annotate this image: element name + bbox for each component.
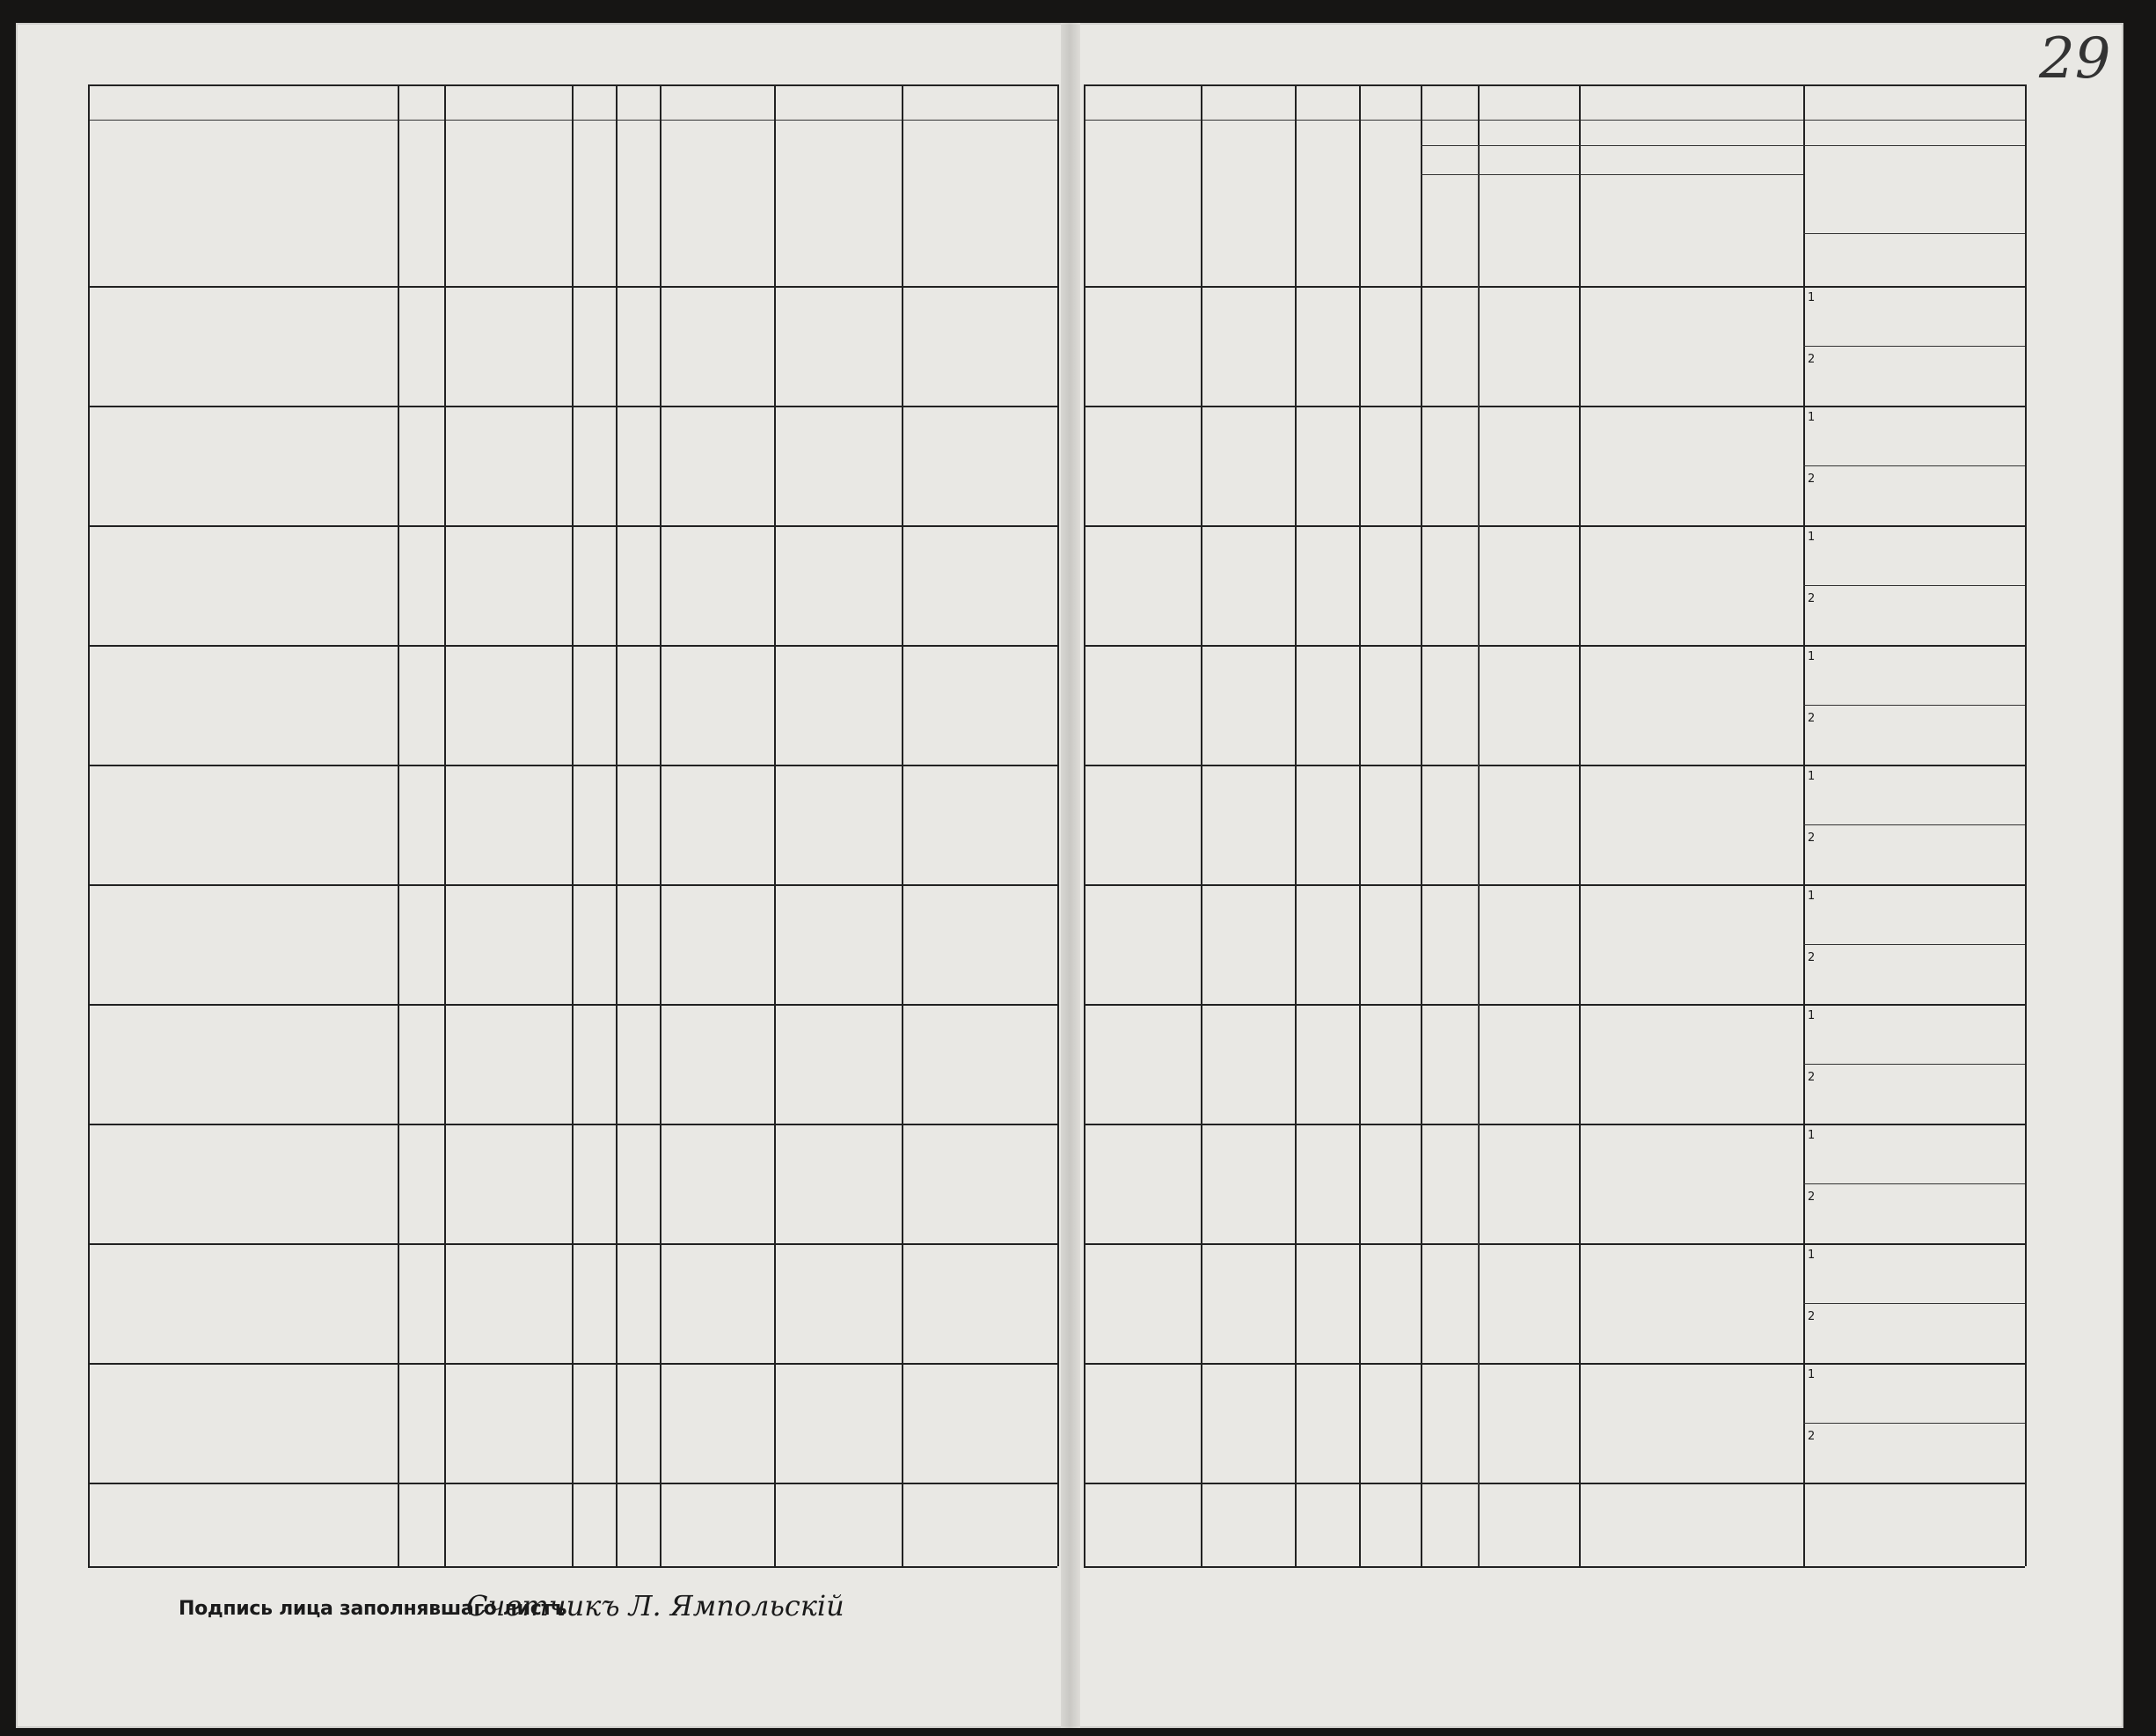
secondary-slot-1: 1 <box>1808 291 1816 304</box>
secondary-slot-1: 1 <box>1808 411 1816 424</box>
secondary-slot-1: 1 <box>1808 650 1816 663</box>
secondary-slot-2: 2 <box>1808 712 1816 725</box>
header-registration <box>902 123 1057 286</box>
secondary-slot-2: 2 <box>1808 1310 1816 1323</box>
header-literacy <box>1421 120 1579 145</box>
literacy-ab-divider <box>1478 145 1479 1566</box>
row-divider-right <box>1084 1363 2025 1365</box>
column-border <box>1803 84 1805 1566</box>
secondary-split <box>1803 1064 2025 1065</box>
secondary-slot-1: 1 <box>1808 531 1816 544</box>
secondary-slot-2: 2 <box>1808 353 1816 366</box>
page-fold <box>1061 23 1080 1728</box>
column-border <box>1579 84 1581 1566</box>
secondary-split <box>1803 585 2025 586</box>
secondary-slot-1: 1 <box>1808 1368 1816 1381</box>
signature-handwritten: Счетчикъ Л. Ямпольскій <box>466 1589 844 1622</box>
column-border <box>902 84 903 1566</box>
secondary-split <box>1803 944 2025 945</box>
table-top-border-right <box>1084 84 2025 86</box>
header-age <box>572 123 616 286</box>
secondary-slot-1: 1 <box>1808 1129 1816 1142</box>
column-border <box>660 84 661 1566</box>
column-border <box>572 84 574 1566</box>
header-marital <box>616 123 660 286</box>
column-border <box>1359 84 1361 1566</box>
table-bottom-border <box>88 1566 1057 1568</box>
header-name <box>88 123 398 286</box>
row-divider-right <box>1084 1004 2025 1006</box>
table-bottom-border-right <box>1084 1566 2025 1568</box>
secondary-slot-1: 1 <box>1808 1249 1816 1262</box>
secondary-slot-1: 1 <box>1808 770 1816 783</box>
column-border <box>616 84 618 1566</box>
header-occupation-a <box>1579 145 1803 174</box>
header-sex <box>398 123 444 286</box>
column-border <box>2025 84 2027 1566</box>
row-divider-right <box>1084 765 2025 766</box>
secondary-split <box>1803 824 2025 825</box>
row-divider-right <box>1084 1483 2025 1484</box>
header-language <box>1359 123 1421 286</box>
header-occupation <box>1579 120 2025 145</box>
header-military-status <box>1803 233 2025 286</box>
header-absence <box>1201 123 1295 286</box>
secondary-slot-2: 2 <box>1808 831 1816 845</box>
secondary-slot-2: 2 <box>1808 1430 1816 1443</box>
secondary-slot-2: 2 <box>1808 592 1816 605</box>
column-border <box>1057 84 1059 1566</box>
column-border <box>88 84 90 1566</box>
column-border <box>1084 84 1085 1566</box>
secondary-slot-1: 1 <box>1808 1009 1816 1022</box>
secondary-split <box>1803 465 2025 466</box>
row-divider-right <box>1084 406 2025 407</box>
secondary-slot-2: 2 <box>1808 1071 1816 1084</box>
header-literacy-b <box>1478 145 1579 174</box>
row-divider-right <box>1084 884 2025 886</box>
header-relation <box>444 123 572 286</box>
header-can-read <box>1421 174 1478 286</box>
column-border <box>444 84 446 1566</box>
secondary-slot-2: 2 <box>1808 951 1816 964</box>
column-border <box>398 84 399 1566</box>
secondary-split <box>1803 1423 2025 1424</box>
header-main-occupation <box>1579 174 1803 286</box>
header-birthplace <box>774 123 902 286</box>
header-literacy-a <box>1421 145 1478 174</box>
row-divider-right <box>1084 525 2025 527</box>
secondary-slot-2: 2 <box>1808 1190 1816 1204</box>
secondary-split <box>1803 705 2025 706</box>
signature-label: Подпись лица заполнявшаго листъ <box>179 1598 567 1620</box>
column-border <box>1201 84 1202 1566</box>
header-bottom-border-right <box>1084 286 2025 288</box>
header-estate <box>660 123 774 286</box>
page-number: 29 <box>2039 26 2111 92</box>
secondary-split <box>1803 1183 2025 1184</box>
secondary-slot-2: 2 <box>1808 472 1816 486</box>
row-divider-right <box>1084 1124 2025 1125</box>
header-religion <box>1295 123 1359 286</box>
column-border <box>774 84 776 1566</box>
row-divider-right <box>1084 645 2025 647</box>
header-education <box>1478 174 1579 286</box>
column-border <box>1421 84 1422 1566</box>
secondary-split <box>1803 1303 2025 1304</box>
header-residence <box>1084 123 1201 286</box>
row-divider-right <box>1084 1243 2025 1245</box>
secondary-split <box>1803 346 2025 347</box>
secondary-slot-1: 1 <box>1808 890 1816 903</box>
header-secondary-occupation <box>1803 174 2025 233</box>
column-border <box>1295 84 1297 1566</box>
